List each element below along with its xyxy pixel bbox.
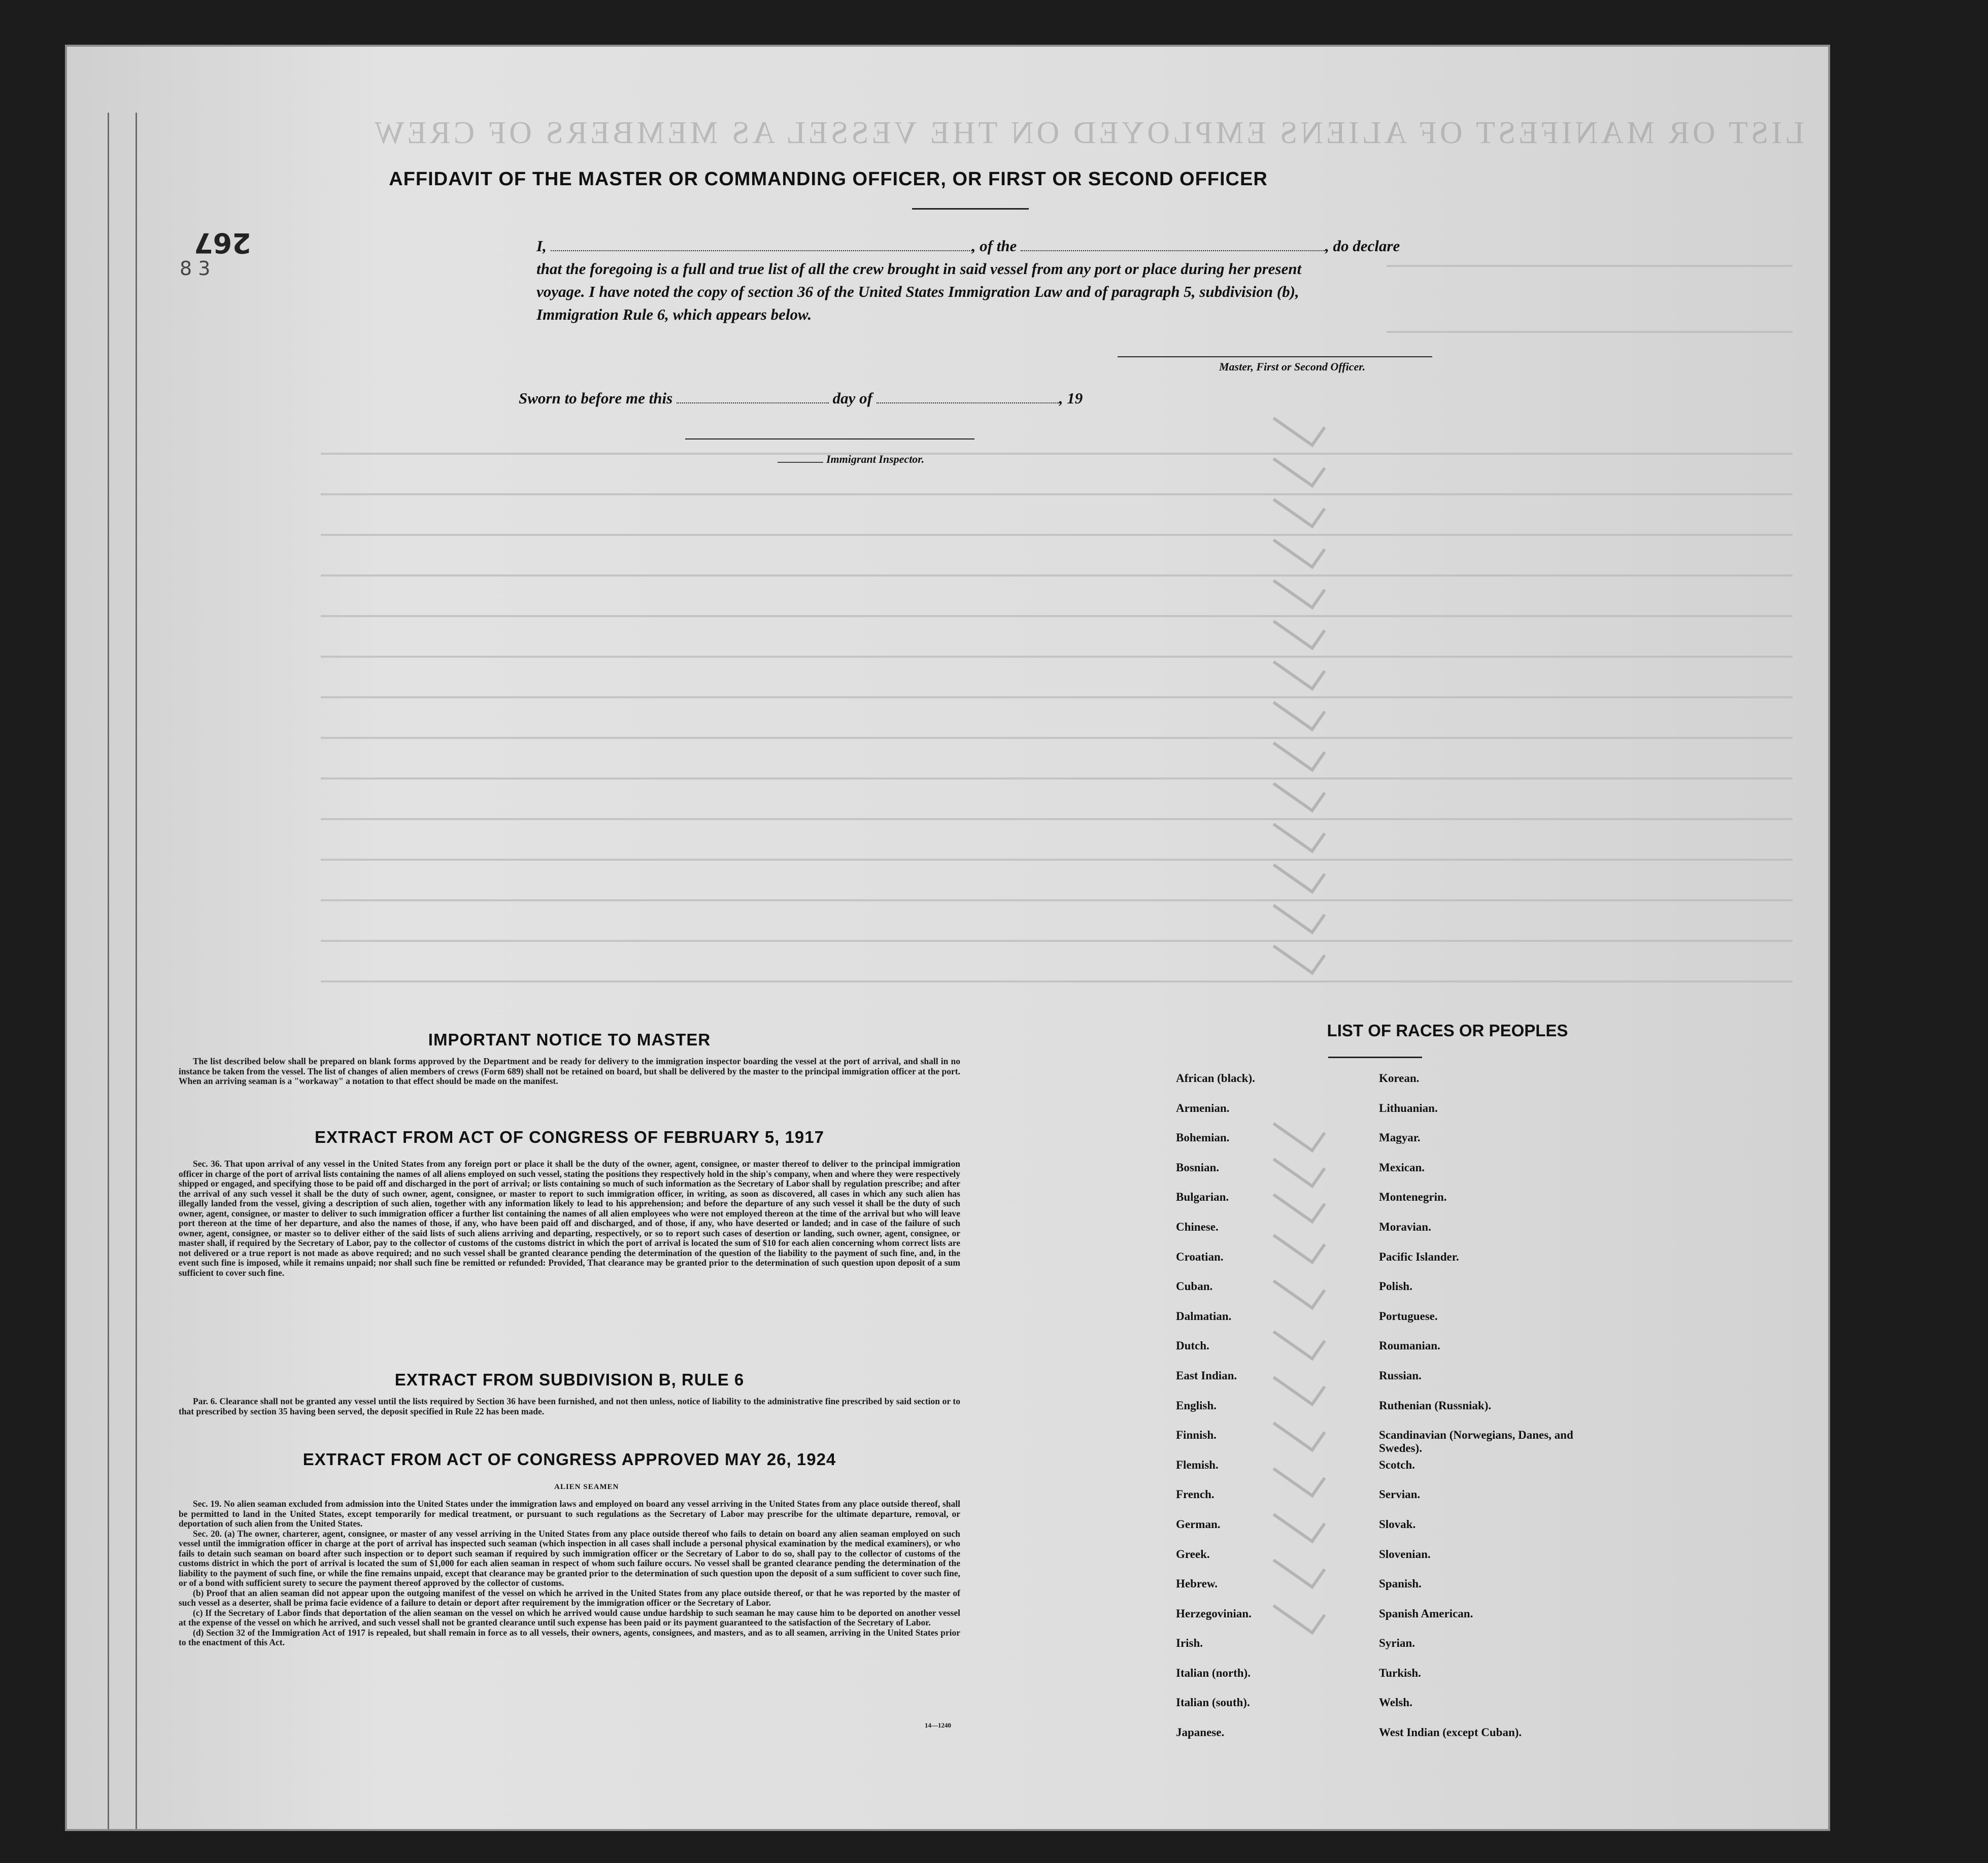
race-item: Japanese. [1176,1726,1225,1739]
act-1924-title: EXTRACT FROM ACT OF CONGRESS APPROVED MAY 26, 1924 [302,1450,836,1469]
page-number-stamp: 267 [194,227,251,259]
race-item: Servian. [1379,1488,1421,1501]
affidavit-line-3: voyage. I have noted the copy of section 36 of the United States Immigration Law and of paragraph 5, subdivision (b), [536,283,1299,300]
race-item: Slovenian. [1379,1547,1431,1561]
affidavit-line-4: Immigration Rule 6, which appears below. [536,306,812,323]
manifest-page [67,47,1828,1829]
affidavit-line-2: that the foregoing is a full and true list of all the crew brought in said vessel from any port or place during her present [536,260,1302,278]
races-title: LIST OF RACES OR PEOPLES [1327,1021,1568,1040]
notice-title: IMPORTANT NOTICE TO MASTER [428,1030,711,1049]
race-item: Finnish. [1176,1429,1217,1442]
rule-6-text: Par. 6. Clearance shall not be granted any vessel until the lists required by Section 36 have been furnished, and not then unless, notice of liability to the administrative fine prescribed by said section or to that prescribed by section 35 having been served, the deposit specified in Rule 22 has been made. [179,1396,960,1416]
race-item: German. [1176,1517,1221,1531]
form-code: 14—1240 [925,1721,951,1729]
race-item: English. [1176,1399,1217,1412]
race-item: Montenegrin. [1379,1191,1447,1204]
act-1917-text: Sec. 36. That upon arrival of any vessel in the United States from any foreign port or place it shall be the duty of the owner, agent, consignee, or master thereof to deliver to the principal immigration officer in charge of the port of arrival lists containing the names of all aliens employed on such vessel, stating the positions they respectively hold in the ship's company, when and where they were respectively shipped or engaged, and specifying those to be paid off and discharged in the port of arrival; or lists containing so much of such information as the Secretary of Labor shall by regulation prescribe; and after the arrival of any such vessel it shall be the duty of such owner, agent, consignee, or master to report to such immigration officer, in writing, as soon as discovered, all cases in which any such alien has illegally landed from the vessel, giving a description of such alien, together with any information likely to lead to his apprehension; and before the departure of any such vessel it shall be the duty of such owner, agent, consignee, or master to deliver to such immigration officer a further list containing the names of all alien employees who were not employed thereon at the time of the arrival but who will leave port thereon at the time of her departure, and also the names of those, if any, who have been paid off and discharged, and of those, if any, who have deserted or landed; and in case of the failure of such owner, agent, consignee, or master so to deliver either of the said lists of such aliens arriving and departing, respectively, or so to report such cases of desertion or landing, such owner, agent, consignee, or master shall, if required by the Secretary of Labor, pay to the collector of customs of the customs district in which the port of arrival is located the sum of $10 for each alien concerning whom correct lists are not delivered or a true report is not made as above required; and no such vessel shall be granted clearance pending the determination of the question of the liability to the payment of such fine, and, in the event such fine is imposed, while it remains unpaid; nor shall such fine be remitted or refunded: Provided, That clearance may be granted prior to the determination of such question upon deposit of a sum sufficient to cover such fine. [179,1159,960,1278]
act-1917-title: EXTRACT FROM ACT OF CONGRESS OF FEBRUARY 5, 1917 [315,1128,824,1146]
race-item: Irish. [1176,1637,1203,1650]
race-item: Chinese. [1176,1220,1219,1233]
race-item: Polish. [1379,1280,1412,1293]
race-item: Dutch. [1176,1339,1209,1352]
affidavit-title: AFFIDAVIT OF THE MASTER OR COMMANDING OFFICER, OR FIRST OR SECOND OFFICER [389,168,1268,190]
race-item: Spanish American. [1379,1607,1473,1620]
officer-signature-label: Master, First or Second Officer. [1219,360,1366,373]
race-item: East Indian. [1176,1369,1237,1382]
bleed-through-title: LIST OR MANIFEST OF ALIENS EMPLOYED ON THE VESSEL AS MEMBERS OF CREW [372,116,1804,150]
race-item: Ruthenian (Russniak). [1379,1399,1492,1412]
race-item: Scotch. [1379,1458,1415,1471]
races-left-column [1176,1072,1359,1756]
race-item: Italian (south). [1176,1696,1250,1709]
race-item: Scandinavian (Norwegians, Danes, and Swedes). [1379,1429,1573,1455]
race-item: Bosnian. [1176,1161,1220,1174]
race-item: Roumanian. [1379,1339,1440,1352]
race-item: Magyar. [1379,1131,1421,1144]
race-item: Moravian. [1379,1220,1431,1233]
race-item: Armenian. [1176,1101,1230,1114]
rule-6-title: EXTRACT FROM SUBDIVISION B, RULE 6 [394,1370,745,1389]
race-item: Herzegovinian. [1176,1607,1252,1620]
race-item: Bulgarian. [1176,1191,1229,1204]
race-item: Spanish. [1379,1577,1422,1590]
inspector-label: Immigrant Inspector. [826,453,925,465]
notice-text: The list described below shall be prepared on blank forms approved by the Department and be ready for delivery to the immigration inspector boarding the vessel at the port of arrival, and shall in no instance be taken from the vessel. The list of changes of alien members of crews (Form 689) shall not be retained on board, but shall be delivered by the master to the principal immigration officer at the port. When an arriving seaman is a "workaway" a notation to that effect should be made on the manifest. [179,1056,960,1086]
binding-edge [108,113,137,1829]
races-right-column [1379,1072,1592,1756]
race-item: Russian. [1379,1369,1422,1382]
race-item: Hebrew. [1176,1577,1218,1590]
race-item: Syrian. [1379,1637,1415,1650]
page-sub-stamp: 8 3 [180,257,211,280]
alien-seamen-subtitle: ALIEN SEAMEN [554,1483,619,1491]
race-item: Flemish. [1176,1458,1219,1471]
sworn-line: Sworn to before me this day of , 19 [519,389,1083,407]
race-item: Dalmatian. [1176,1309,1232,1323]
race-item: Turkish. [1379,1666,1421,1679]
race-item: Slovak. [1379,1517,1416,1531]
race-item: Korean. [1379,1072,1420,1085]
race-item: Bohemian. [1176,1131,1230,1144]
race-item: Italian (north). [1176,1666,1251,1679]
race-item: Welsh. [1379,1696,1412,1709]
act-1924-text: Sec. 19. No alien seaman excluded from admission into the United States under the immigration laws and employed on board any vessel arriving in the United States from any place outside thereof, shall be permitted to land in the United States, except temporarily for medical treatment, or pursuant to such regulations as the Secretary of Labor may prescribe for the ultimate departure, removal, or deportation of such alien from the United States. Sec. 20. (a) The owner, charterer, agent, consignee, or master of any vessel arriving in the United States from any place outside thereof who fails to detain on board any alien seaman employed on such vessel until the immigration officer in charge at the port of arrival has inspected such seaman (which inspection in all cases shall include a personal physical examination by the medical examiners), or who fails to detain such seaman on board after such inspection or to deport such seaman if required by such immigration officer or the Secretary of Labor to do so, shall pay to the collector of customs of the customs district in which the port of arrival is located the sum of $1,000 for each alien seaman in respect of whom such failure occurs. No vessel shall be granted clearance pending the determination of the liability to the payment of such fine, or while the fine remains unpaid, except that clearance may be granted prior to the determination of such question upon the deposit of a sum sufficient to cover such fine, or of a bond with sufficient surety to secure the payment thereof approved by the collector of customs. (b) Proof that an alien seaman did not appear upon the outgoing manifest of the vessel on which he arrived in the United States from any place outside thereof, or that he was reported by the master of such vessel as a deserter, shall be prima facie evidence of a failure to detain or deport after requirement by the immigration officer or the Secretary of Labor. (c) If the Secretary of Labor finds that deportation of the alien seaman on the vessel on which he arrived would cause undue hardship to such seaman he may cause him to be deported on another vessel at the expense of the vessel on which he arrived, and such vessel shall not be granted clearance until such expense has been paid or its payment guaranteed to the satisfaction of the Secretary of Labor. (d) Section 32 of the Immigration Act of 1917 is repealed, but shall remain in force as to all vessels, their owners, agents, consignees, and masters, and as to all seamen, arriving in the United States prior to the enactment of this Act. [179,1499,960,1647]
race-item: Lithuanian. [1379,1101,1438,1114]
race-item: French. [1176,1488,1215,1501]
race-item: Portuguese. [1379,1309,1438,1323]
race-item: Croatian. [1176,1250,1224,1263]
race-item: Greek. [1176,1547,1210,1561]
race-item: African (black). [1176,1072,1255,1085]
affidavit-line-1: I, , of the , do declare [536,237,1400,255]
race-item: Pacific Islander. [1379,1250,1459,1263]
race-item: West Indian (except Cuban). [1379,1726,1522,1739]
race-item: Cuban. [1176,1280,1213,1293]
race-item: Mexican. [1379,1161,1425,1174]
